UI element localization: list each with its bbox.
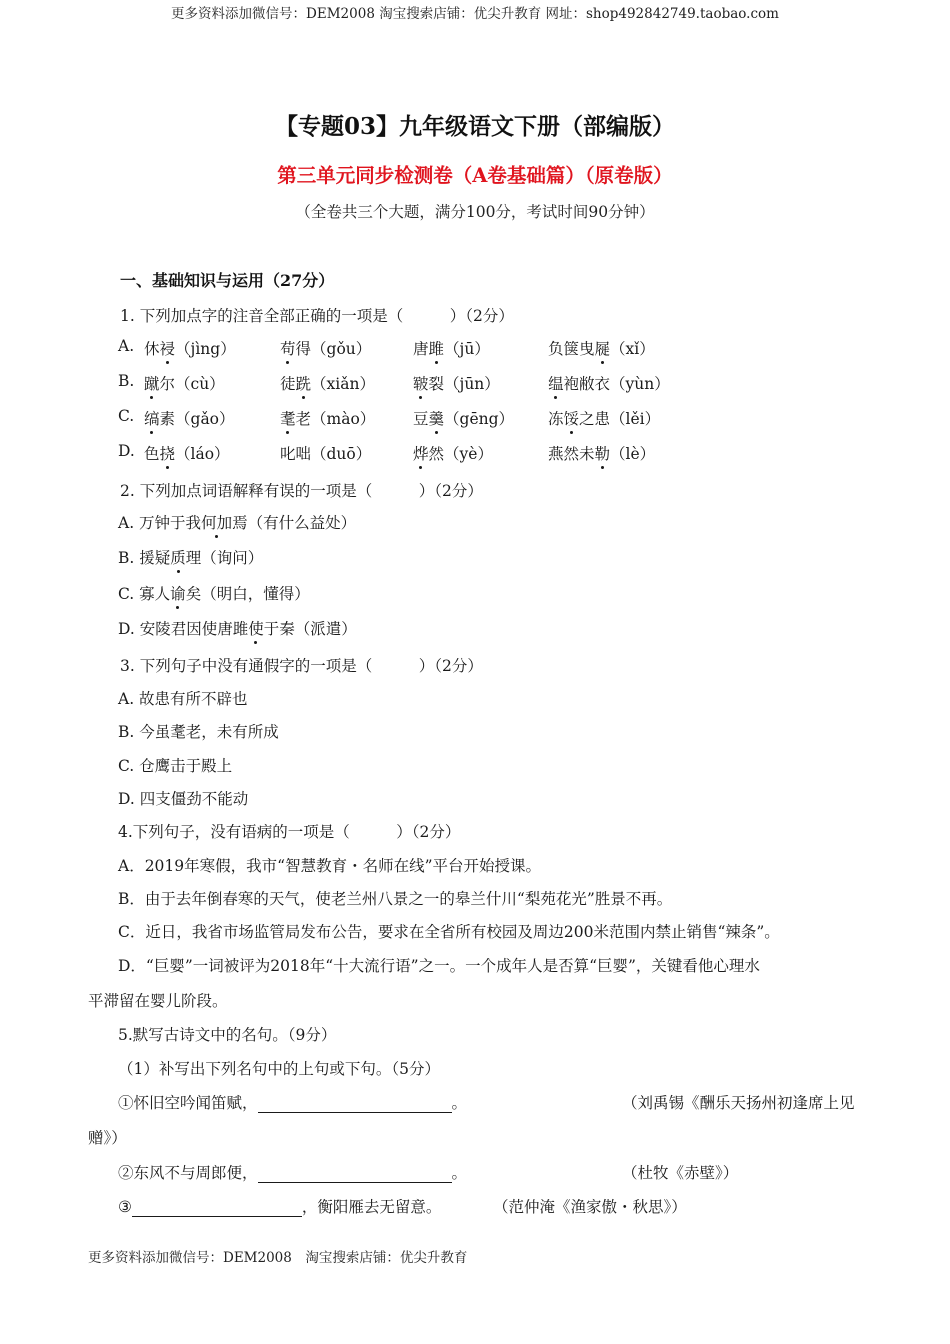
question-3-stem: 3. 下列句子中没有通假字的一项是（ ）（2分） (120, 657, 483, 675)
q1-b-item-3: 皲裂（jūn） (413, 372, 500, 394)
q4-option-a: A．2019年寒假，我市“智慧教育・名师在线”平台开始授课。 (118, 857, 541, 875)
document-subtitle: 第三单元同步检测卷（A卷基础篇）（原卷版） (277, 164, 673, 187)
q5-line-3: ③ ，衡阳雁去无留意。 (118, 1198, 442, 1216)
q5-line-2-source: （杜牧《赤壁》） (622, 1164, 739, 1182)
q5-line-1-source: （刘禹锡《酬乐天扬州初逢席上见 (622, 1094, 855, 1112)
q5-line-1: ①怀旧空吟闻笛赋， 。 (118, 1094, 468, 1112)
q2-option-b: B. 援疑质理（询问） (118, 546, 263, 568)
q1-d-item-2: 叱咄（duō） (280, 445, 372, 463)
q4-option-d: D．“巨婴”一词被评为2018年“十大流行语”之一。一个成年人是否算“巨婴”，关键看他心理水 (118, 957, 760, 975)
q1-c-item-2: 耄老（mào） (280, 407, 375, 429)
q2-option-a: A. 万钟于我何加焉（有什么益处） (118, 511, 356, 533)
q5-line-2: ②东风不与周郎便， 。 (118, 1164, 468, 1182)
section-heading-1: 一、基础知识与运用（27分） (120, 271, 335, 290)
q3-option-d: D. 四支僵劲不能动 (118, 790, 249, 808)
q1-b-item-2: 徒跣（xiǎn） (280, 372, 375, 394)
q1-c-item-4: 冻馁之患（lěi） (548, 407, 660, 429)
q3-option-c: C. 仓鹰击于殿上 (118, 757, 233, 775)
q1-row-a-label: A. (118, 337, 135, 355)
q5-line-1-source-continued: 赠》） (88, 1129, 127, 1147)
q1-c-item-1: 缟素（gǎo） (144, 407, 235, 429)
q1-d-item-4: 燕然未勒（lè） (548, 442, 655, 464)
q5-line-3-source: （范仲淹《渔家傲・秋思》） (493, 1198, 687, 1216)
q4-option-d-continued: 平滞留在婴儿阶段。 (88, 992, 228, 1010)
q2-option-d: D. 安陵君因使唐雎使于秦（派遣） (118, 617, 357, 639)
q1-d-item-1: 色挠（láo） (144, 442, 230, 464)
q5-sub-question-1: （1）补写出下列名句中的上句或下句。（5分） (118, 1060, 440, 1078)
document-title: 【专题03】九年级语文下册（部编版） (274, 113, 675, 140)
q1-row-d-label: D. (118, 442, 135, 460)
question-2-stem: 2. 下列加点词语解释有误的一项是（ ）（2分） (120, 482, 483, 500)
exam-info: （全卷共三个大题，满分100分，考试时间90分钟） (295, 203, 655, 221)
q1-d-item-3: 烨然（yè） (413, 442, 493, 464)
question-1-stem: 1. 下列加点字的注音全部正确的一项是（ ）（2分） (120, 307, 514, 325)
question-5-stem: 5.默写古诗文中的名句。（9分） (118, 1026, 337, 1044)
q1-a-item-4: 负箧曳屣（xǐ） (548, 337, 655, 359)
q1-a-item-2: 苟得（gǒu） (280, 337, 371, 359)
answer-blank-1[interactable] (258, 1094, 452, 1113)
page-footer: 更多资料添加微信号：DEM2008 淘宝搜索店铺：优尖升教育 (88, 1250, 468, 1266)
q1-row-b-label: B. (118, 372, 135, 390)
q1-b-item-4: 缊袍敝衣（yùn） (548, 372, 670, 394)
q4-option-b: B．由于去年倒春寒的天气，使老兰州八景之一的皋兰什川“梨苑花光”胜景不再。 (118, 890, 673, 908)
q3-option-b: B. 今虽耄老，未有所成 (118, 723, 279, 741)
q1-a-item-3: 唐雎（jū） (413, 337, 490, 359)
q1-b-item-1: 蹴尔（cù） (144, 372, 225, 394)
question-4-stem: 4.下列句子，没有语病的一项是（ ）（2分） (118, 823, 461, 841)
q1-row-c-label: C. (118, 407, 135, 425)
answer-blank-3[interactable] (132, 1198, 302, 1217)
q1-c-item-3: 豆羹（gēng） (413, 407, 514, 429)
page-header-banner: 更多资料添加微信号：DEM2008 淘宝搜索店铺：优尖升教育 网址：shop492842749.taobao.com (171, 6, 779, 22)
q3-option-a: A. 故患有所不辟也 (118, 690, 248, 708)
answer-blank-2[interactable] (258, 1164, 452, 1183)
q1-a-item-1: 休祲（jìng） (144, 337, 236, 359)
q2-option-c: C. 寡人谕矣（明白，懂得） (118, 582, 310, 604)
q4-option-c: C．近日，我省市场监管局发布公告，要求在全省所有校园及周边200米范围内禁止销售“辣条”。 (118, 923, 780, 941)
